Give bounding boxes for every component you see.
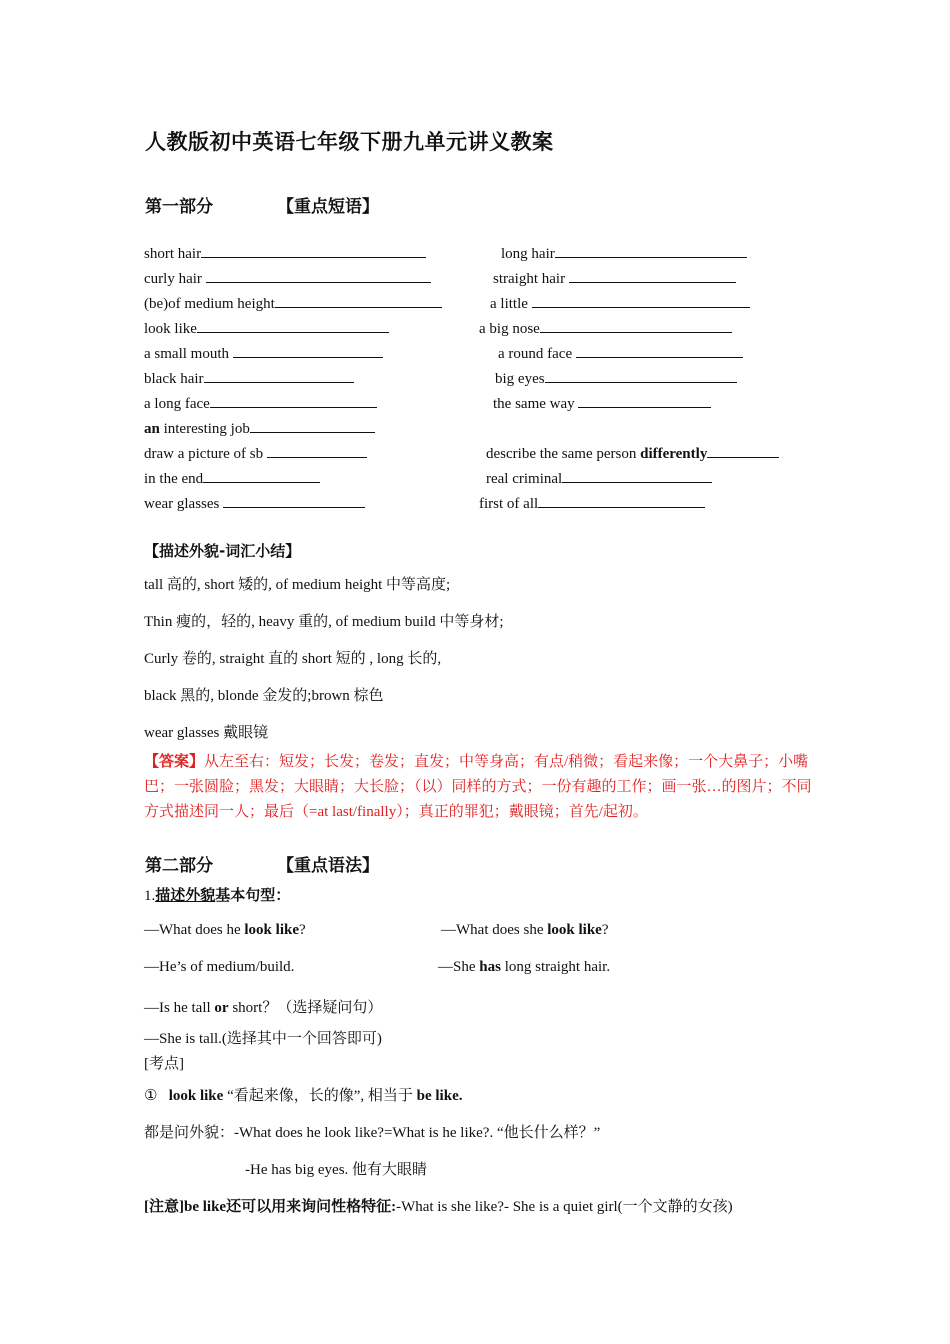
answer-she: —She has long straight hair. — [438, 959, 611, 975]
phrase-left-11: wear glasses — [144, 493, 365, 513]
answer-appearance: -He has big eyes. 他有大眼睛 — [245, 1162, 428, 1178]
vocab-line-3: Curly 卷的, straight 直的 short 短的 , long 长的, — [144, 651, 442, 667]
phrase-right-2: straight hair — [493, 268, 736, 288]
vocab-line-2: Thin 瘦的，轻的, heavy 重的, of medium build 中等身材; — [144, 614, 504, 630]
phrase-right-8: describe the same person differently — [486, 443, 779, 463]
choice-question: —Is he tall or short？（选择疑问句） — [144, 1000, 383, 1016]
phrase-left-7: a long face — [144, 393, 377, 413]
vocab-line-5: wear glasses 戴眼镜 — [144, 725, 269, 741]
phrase-left-5: a small mouth — [144, 343, 383, 363]
phrase-left-2: curly hair — [144, 268, 431, 288]
kaodian-label: [考点] — [144, 1056, 184, 1072]
part2-label: 第二部分 — [145, 856, 213, 876]
phrase-left-9: draw a picture of sb — [144, 443, 367, 463]
vocab-line-4: black 黑的, blonde 金发的;brown 棕色 — [144, 688, 384, 704]
vocab-line-1: tall 高的, short 矮的, of medium height 中等高度; — [144, 577, 451, 593]
phrase-left-8: an interesting job — [144, 418, 375, 438]
page-title: 人教版初中英语七年级下册九单元讲义教案 — [145, 130, 554, 154]
phrase-left-4: look like — [144, 318, 389, 338]
question-she: —What does she look like? — [441, 922, 609, 938]
part1-heading — [145, 192, 379, 217]
part1-label: 第一部分 — [145, 197, 213, 217]
ask-appearance: 都是问外貌：-What does he look like?=What is he like?. “他长什么样？” — [144, 1125, 601, 1141]
grammar-point-1: 1.描述外貌基本句型： — [144, 888, 291, 904]
choice-answer: —She is tall.(选择其中一个回答即可) — [144, 1031, 382, 1047]
answer-text: 从左至右：短发；长发；卷发；直发；中等身高；有点/稍微；看起来像；一个大鼻子；小嘴巴；一张圆脸；黑发；大眼睛；大长脸；（以）同样的方式；一份有趣的工作；画一张…的图片；不同方式描述同一人；最后（=at last/finally）；真正的罪犯；戴眼镜；首先/起初。 — [144, 754, 812, 820]
phrase-left-10: in the end — [144, 468, 320, 488]
phrase-right-10: first of all — [479, 493, 705, 513]
answer-label: 【答案】 — [144, 754, 205, 770]
point-look-like: ① look like “看起来像，长的像”, 相当于 be like. — [144, 1088, 463, 1104]
vocab-heading: 【描述外貌-词汇小结】 — [144, 542, 301, 560]
answer-he: —He’s of medium/build. — [144, 959, 295, 975]
part1-tag: 【重点短语】 — [277, 197, 379, 217]
phrase-right-3: a little — [490, 293, 750, 313]
phrase-left-1: short hair — [144, 243, 426, 263]
phrase-right-4: a big nose — [479, 318, 732, 338]
phrase-left-6: black hair — [144, 368, 354, 388]
note-be-like: [注意]be like还可以用来询问性格特征:-What is she like?- She is a quiet girl(一个文静的女孩) — [144, 1199, 733, 1215]
phrase-right-7: the same way — [493, 393, 711, 413]
answer-block — [144, 750, 824, 825]
phrase-right-9: real criminal — [486, 468, 712, 488]
phrase-right-1: long hair — [501, 243, 747, 263]
question-he: —What does he look like? — [144, 922, 306, 938]
part2-tag: 【重点语法】 — [277, 856, 379, 876]
phrase-right-5: a round face — [498, 343, 743, 363]
phrase-left-3: (be)of medium height — [144, 293, 442, 313]
phrase-right-6: big eyes — [495, 368, 737, 388]
part2-heading — [145, 851, 379, 876]
